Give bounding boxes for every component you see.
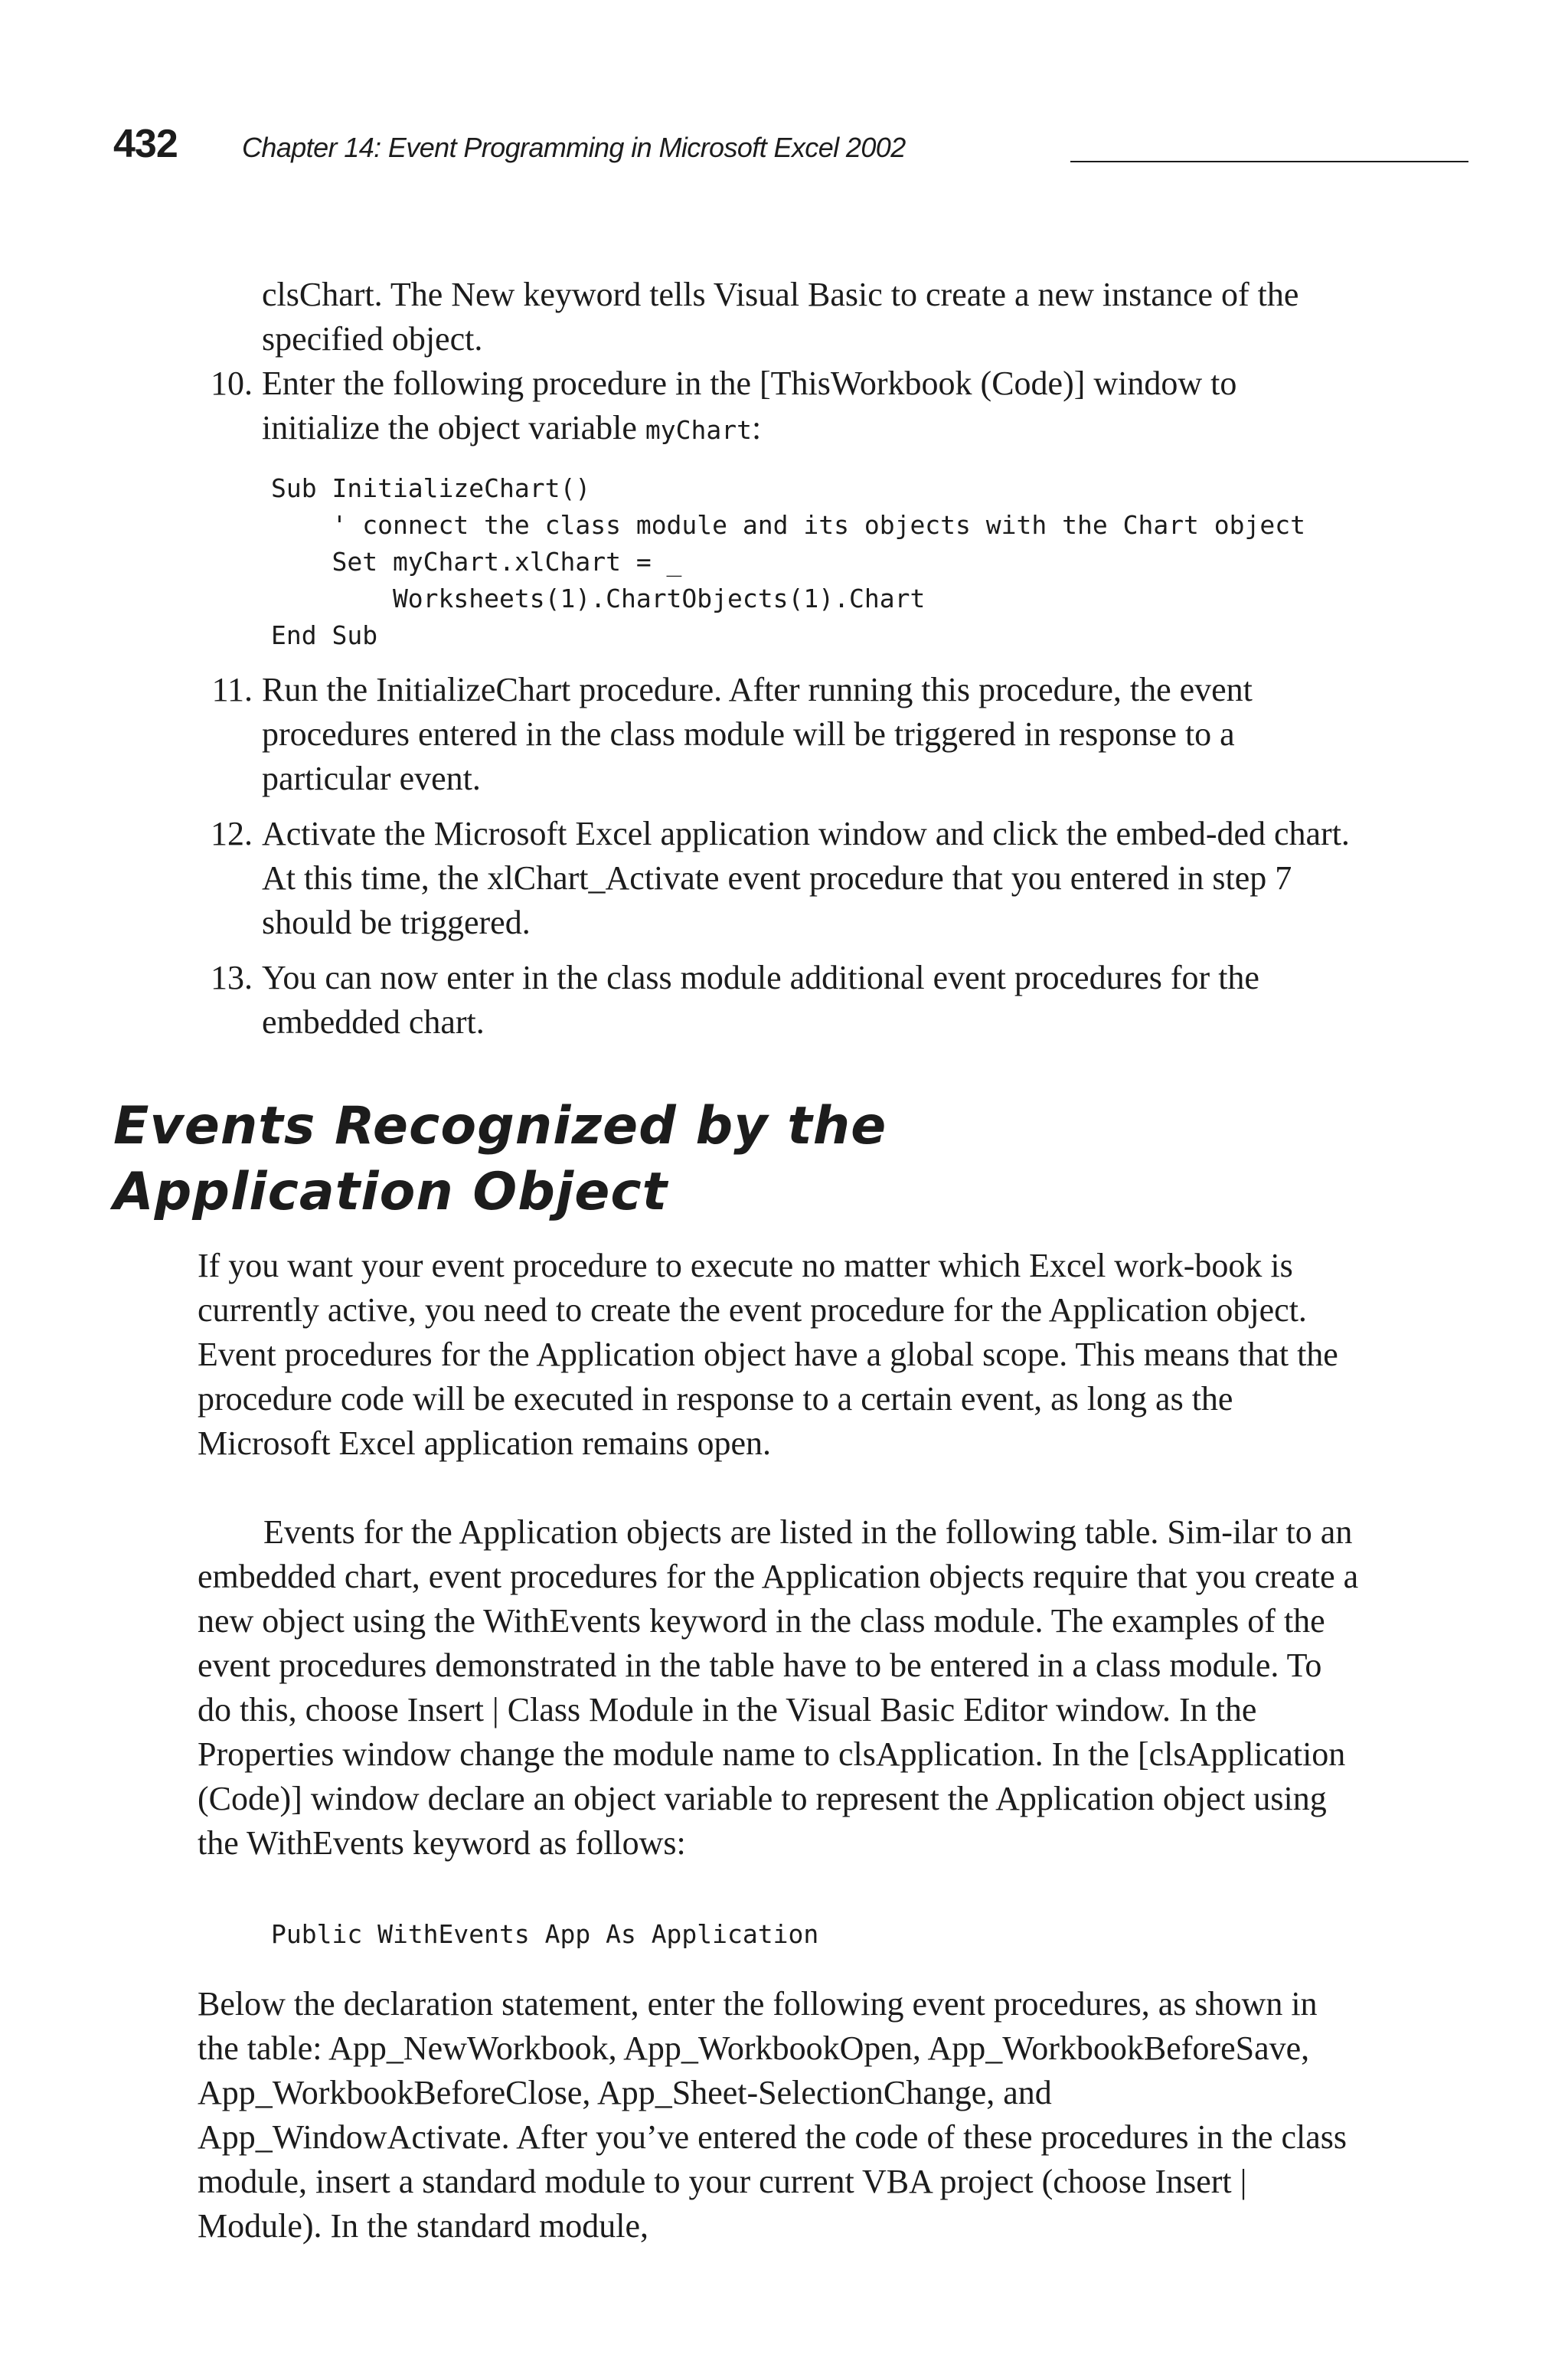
step-text: Enter the following procedure in the [ThisWorkbook (Code)] window to initialize the object variable (262, 365, 1237, 446)
section-paragraph-1-block (198, 1244, 1360, 1466)
code-block-initialize-chart (271, 470, 1358, 654)
step-number: 11. (211, 671, 253, 708)
list-item-step-11 (191, 668, 1363, 801)
step-list-before-code (191, 361, 1363, 453)
running-header (113, 121, 1354, 175)
inline-code-mychart: myChart (645, 415, 752, 445)
section-heading-line-2: Application Object (113, 1162, 668, 1222)
list-item-step-13 (191, 956, 1363, 1045)
step-text: You can now enter in the class module additional event procedures for the embedded chart. (262, 959, 1259, 1041)
continued-step-text (262, 273, 1357, 361)
chapter-title: Chapter 14: Event Programming in Microsoft Excel 2002 (242, 132, 906, 163)
step-number: 12. (211, 815, 253, 852)
section-paragraph-2-block (198, 1510, 1360, 1866)
list-item-step-10 (191, 361, 1363, 453)
section-heading-line-1: Events Recognized by the (113, 1096, 887, 1156)
page-number: 432 (113, 122, 178, 166)
code-initialize-chart: Sub InitializeChart() ' connect the class module and its objects with the Chart object Set myChart.xlChart = _ Worksheets(1).ChartObjects(1).Chart End Sub (271, 473, 1306, 650)
step-text: Run the InitializeChart procedure. After running this procedure, the event procedures entered in the class module will be triggered in response to a particular event. (262, 671, 1253, 797)
code-declaration: Public WithEvents App As Application (271, 1919, 819, 1949)
section-paragraph-3-block (198, 1982, 1360, 2248)
section-paragraph-2: Events for the Application objects are listed in the following table. Sim-ilar to an embedded chart, event procedures for the Application objects require that you create a new object using the WithEvents keyword in the class module. The examples of the event procedures demonstrated in the table have to be entered in a class module. To do this, choose Insert | Class Module in the Visual Basic Editor window. In the Properties window change the module name to clsApplication. In the [clsApplication (Code)] window declare an object variable to represent the Application object using the WithEvents keyword as follows: (198, 1513, 1359, 1862)
section-paragraph-1: If you want your event procedure to execute no matter which Excel work-book is currently active, you need to create the event procedure for the Application object. Event procedures for the Application object have a global scope. This means that the procedure code will be executed in response to a certain event, as long as the Microsoft Excel application remains open. (198, 1247, 1338, 1462)
section-paragraph-3: Below the declaration statement, enter the following event procedures, as shown in the table: App_NewWorkbook, App_WorkbookOpen, App_WorkbookBeforeSave, App_WorkbookBeforeClose, App_Sheet-SelectionChange, and App_WindowActivate. After you’ve entered the code of these procedures in the class module, insert a standard module to your current VBA project (choose Insert | Module). In the standard module, (198, 1985, 1348, 2245)
code-block-declaration (271, 1916, 1343, 1953)
section-heading (113, 1094, 1338, 1225)
step-text-end: : (751, 409, 762, 446)
step-number: 10. (211, 365, 253, 402)
header-rule (1070, 161, 1468, 162)
step-number: 13. (211, 959, 253, 996)
step-list-after-code (191, 668, 1363, 1045)
step-text: Activate the Microsoft Excel application window and click the embed-ded chart. At this time, the xlChart_Activate event procedure that you entered in step 7 should be triggered. (262, 815, 1350, 941)
list-item-step-12 (191, 812, 1363, 945)
continued-step-paragraph: clsChart. The New keyword tells Visual Basic to create a new instance of the specified object. (262, 276, 1299, 358)
